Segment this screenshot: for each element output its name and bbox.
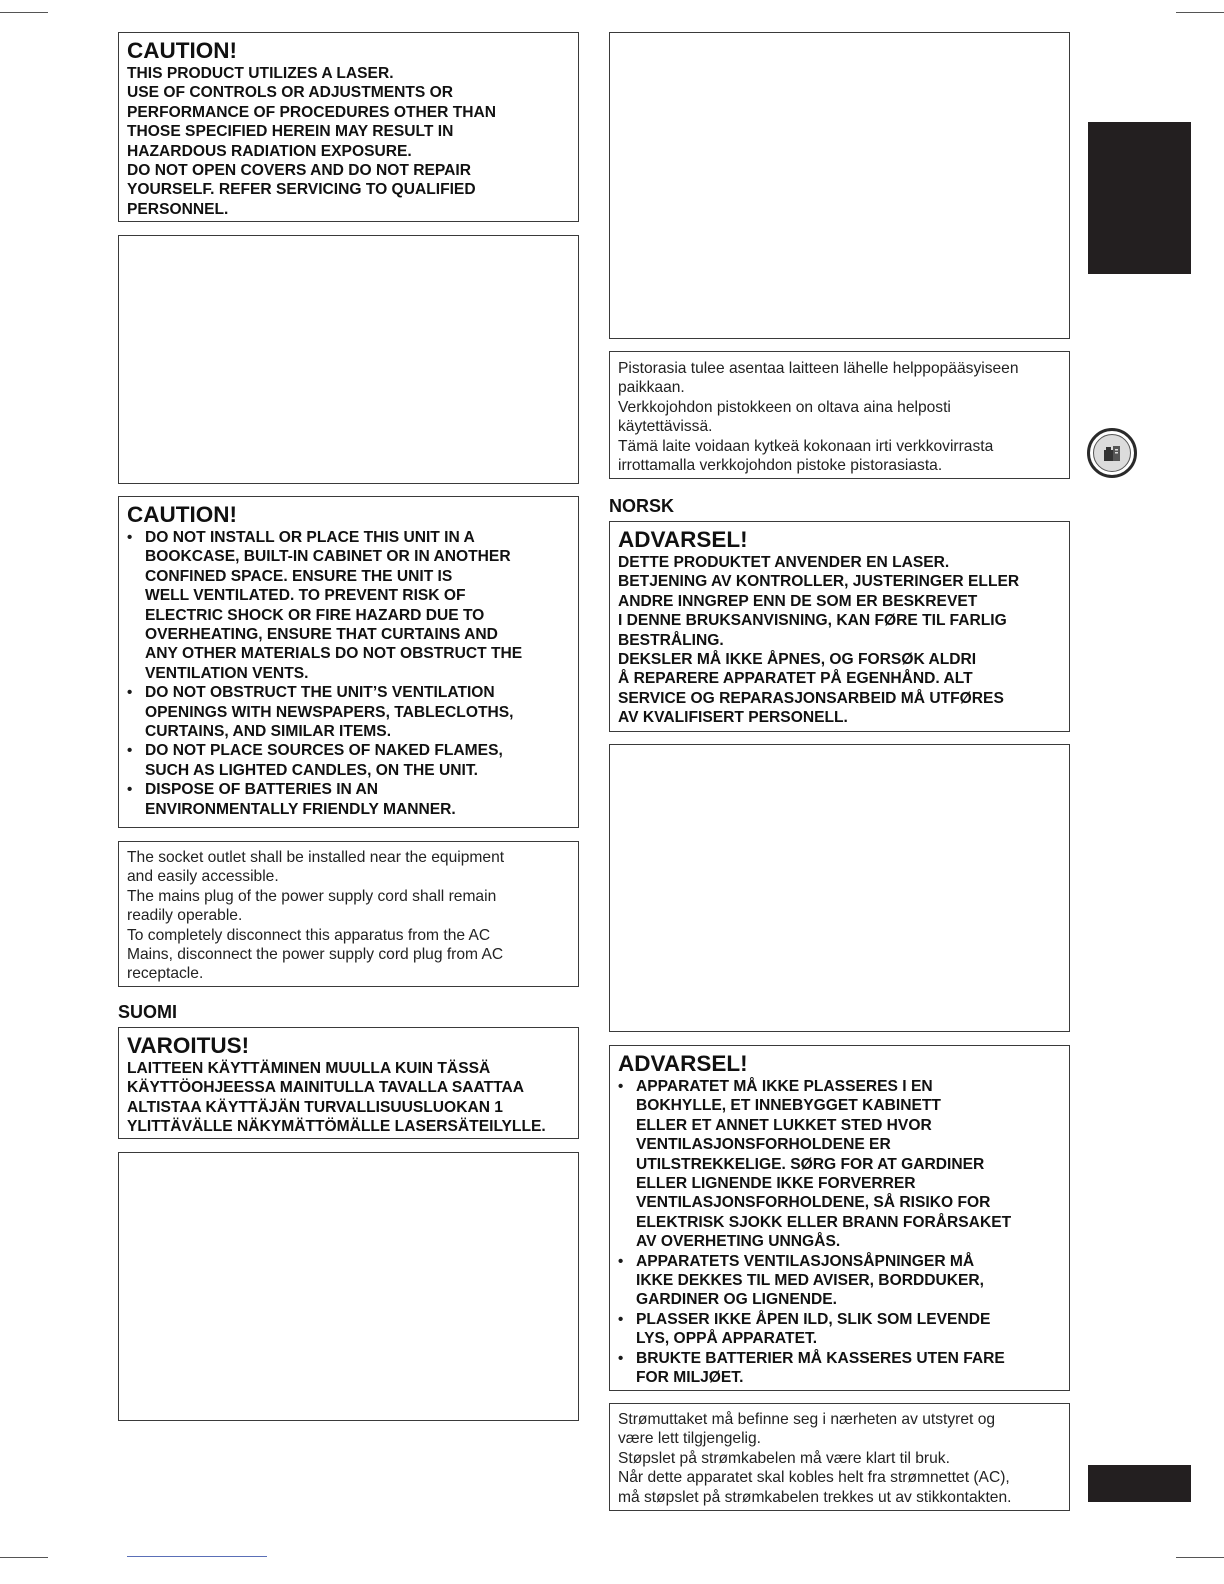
- text-line: • APPARATETS VENTILASJONSÅPNINGER MÅ: [636, 1252, 975, 1270]
- text-line: • DISPOSE OF BATTERIES IN AN: [145, 781, 379, 799]
- crop-mark-top-right: [1176, 12, 1224, 13]
- text-line: Tämä laite voidaan kytkeä kokonaan irti verkkovirrasta: [618, 437, 994, 455]
- text-line: ALTISTAA KÄYTTÄJÄN TURVALLISUUSLUOKAN 1: [127, 1098, 503, 1116]
- appliance-circle-inner: [1093, 434, 1131, 472]
- blank-panel-left-1: [118, 235, 579, 484]
- blank-panel-left-2: [118, 1152, 579, 1421]
- install-caution-list: [127, 528, 570, 819]
- norsk-install-list: [618, 1077, 1061, 1388]
- text-line: To completely disconnect this apparatus from the AC: [127, 926, 491, 944]
- crop-mark-bottom-right: [1176, 1557, 1224, 1558]
- text-line: • DO NOT INSTALL OR PLACE THIS UNIT IN A: [145, 529, 475, 546]
- text-line: The mains plug of the power supply cord shall remain: [127, 887, 497, 905]
- text-line: UTILSTREKKELIGE. SØRG FOR AT GARDINER: [636, 1155, 985, 1173]
- text-line: ELEKTRISK SJOKK ELLER BRANN FORÅRSAKET: [636, 1213, 1012, 1231]
- text-line: VENTILASJONSFORHOLDENE, SÅ RISIKO FOR: [636, 1194, 991, 1212]
- laser-caution-heading: CAUTION!: [127, 38, 237, 63]
- text-line: BESTRÅLING.: [618, 631, 724, 649]
- page-number-tab-block: [1088, 1465, 1191, 1502]
- section-label-norsk: NORSK: [609, 496, 675, 516]
- text-line: SERVICE OG REPARASJONSARBEID MÅ UTFØRES: [618, 689, 1004, 707]
- text-line: VENTILASJONSFORHOLDENE ER: [636, 1136, 891, 1154]
- norsk-socket-note-box: [609, 1403, 1070, 1511]
- text-line: YLITTÄVÄLLE NÄKYMÄTTÖMÄLLE LASERSÄTEILYLLE.: [127, 1118, 546, 1136]
- text-line: Pistorasia tulee asentaa laitteen lähelle helppopääsyiseen: [618, 360, 1019, 377]
- suomi-caution-heading: VAROITUS!: [127, 1033, 250, 1058]
- text-line: BETJENING AV KONTROLLER, JUSTERINGER ELLER: [618, 573, 1020, 591]
- text-line: PERFORMANCE OF PROCEDURES OTHER THAN: [127, 103, 497, 121]
- text-line: AV KVALIFISERT PERSONELL.: [618, 709, 848, 727]
- text-line: LAITTEEN KÄYTTÄMINEN MUULLA KUIN TÄSSÄ: [127, 1060, 491, 1077]
- text-line: • DO NOT PLACE SOURCES OF NAKED FLAMES,: [145, 742, 503, 760]
- text-line: THIS PRODUCT UTILIZES A LASER.: [127, 65, 394, 82]
- text-line: The socket outlet shall be installed near the equipment: [127, 849, 505, 866]
- norsk-socket-note-text: [618, 1410, 1061, 1507]
- text-line: OPENINGS WITH NEWSPAPERS, TABLECLOTHS,: [145, 703, 514, 721]
- text-line: ENVIRONMENTALLY FRIENDLY MANNER.: [145, 800, 456, 818]
- list-item: [127, 683, 570, 741]
- text-line: være lett tilgjengelig.: [618, 1430, 762, 1448]
- socket-note-text: [127, 848, 570, 984]
- text-line: KÄYTTÖOHJEESSA MAINITULLA TAVALLA SAATTAA: [127, 1079, 525, 1097]
- text-line: DETTE PRODUKTET ANVENDER EN LASER.: [618, 554, 950, 571]
- norsk-install-box: [609, 1045, 1070, 1391]
- crop-mark-bottom-left: [0, 1557, 48, 1558]
- language-tab-block: [1088, 122, 1191, 274]
- text-line: må støpslet på strømkabelen trekkes ut av stikkontakten.: [618, 1488, 1012, 1506]
- section-label-suomi: SUOMI: [118, 1002, 178, 1022]
- text-line: paikkaan.: [618, 379, 685, 397]
- text-line: Mains, disconnect the power supply cord plug from AC: [127, 946, 504, 964]
- list-item: [127, 780, 570, 819]
- text-line: Verkkojohdon pistokkeen on oltava aina helposti: [618, 398, 951, 416]
- text-line: and easily accessible.: [127, 868, 279, 886]
- text-line: VENTILATION VENTS.: [145, 664, 309, 682]
- text-line: CURTAINS, AND SIMILAR ITEMS.: [145, 723, 392, 741]
- text-line: PERSONNEL.: [127, 200, 229, 218]
- crop-mark-top-left: [0, 12, 48, 13]
- text-line: Når dette apparatet skal kobles helt fra strømnettet (AC),: [618, 1469, 1010, 1487]
- text-line: • APPARATET MÅ IKKE PLASSERES I EN: [636, 1078, 933, 1095]
- text-line: I DENNE BRUKSANVISNING, KAN FØRE TIL FARLIG: [618, 612, 1007, 630]
- suomi-caution-box: [118, 1027, 579, 1139]
- list-item: [127, 528, 570, 683]
- text-line: käytettävissä.: [618, 418, 713, 436]
- text-line: THOSE SPECIFIED HEREIN MAY RESULT IN: [127, 123, 454, 141]
- text-line: ANDRE INNGREP ENN DE SOM ER BESKREVET: [618, 592, 978, 610]
- text-line: • BRUKTE BATTERIER MÅ KASSERES UTEN FARE: [636, 1349, 1005, 1367]
- text-line: Støpslet på strømkabelen må være klart til bruk.: [618, 1449, 950, 1467]
- text-line: FOR MILJØET.: [636, 1369, 744, 1387]
- text-line: Å REPARERE APPARATET PÅ EGENHÅND. ALT: [618, 670, 973, 688]
- text-line: DO NOT OPEN COVERS AND DO NOT REPAIR: [127, 162, 471, 180]
- text-line: DEKSLER MÅ IKKE ÅPNES, OG FORSØK ALDRI: [618, 651, 977, 669]
- footer-rule: [127, 1556, 267, 1557]
- suomi-socket-note-box: [609, 351, 1070, 479]
- text-line: • DO NOT OBSTRUCT THE UNIT’S VENTILATION: [145, 684, 495, 702]
- text-line: receptacle.: [127, 965, 204, 983]
- text-line: USE OF CONTROLS OR ADJUSTMENTS OR: [127, 84, 454, 102]
- norsk-install-heading: ADVARSEL!: [618, 1051, 748, 1076]
- blank-panel-right-2: [609, 744, 1070, 1032]
- list-item: [618, 1252, 1061, 1310]
- laser-caution-text: [127, 64, 570, 219]
- text-line: ELLER LIGNENDE IKKE FORVERRER: [636, 1175, 916, 1193]
- text-line: SUCH AS LIGHTED CANDLES, ON THE UNIT.: [145, 761, 478, 779]
- text-line: LYS, OPPÅ APPARATET.: [636, 1330, 818, 1348]
- text-line: ANY OTHER MATERIALS DO NOT OBSTRUCT THE: [145, 645, 523, 663]
- text-line: BOKHYLLE, ET INNEBYGGET KABINETT: [636, 1097, 941, 1115]
- text-line: BOOKCASE, BUILT-IN CABINET OR IN ANOTHER: [145, 548, 511, 566]
- norsk-laser-box: [609, 521, 1070, 732]
- norsk-laser-heading: ADVARSEL!: [618, 527, 748, 552]
- text-line: OVERHEATING, ENSURE THAT CURTAINS AND: [145, 626, 498, 644]
- text-line: CONFINED SPACE. ENSURE THE UNIT IS: [145, 567, 453, 585]
- text-line: ELECTRIC SHOCK OR FIRE HAZARD DUE TO: [145, 606, 485, 624]
- blank-panel-right-1: [609, 32, 1070, 339]
- text-line: YOURSELF. REFER SERVICING TO QUALIFIED: [127, 181, 476, 199]
- text-line: HAZARDOUS RADIATION EXPOSURE.: [127, 142, 412, 160]
- laser-caution-box: [118, 32, 579, 222]
- text-line: WELL VENTILATED. TO PREVENT RISK OF: [145, 587, 466, 605]
- text-line: ELLER ET ANNET LUKKET STED HVOR: [636, 1116, 932, 1134]
- install-caution-box: [118, 496, 579, 828]
- text-line: IKKE DEKKES TIL MED AVISER, BORDDUKER,: [636, 1272, 985, 1290]
- appliance-circle-icon: [1087, 428, 1137, 478]
- socket-note-box: [118, 841, 579, 987]
- list-item: [618, 1077, 1061, 1252]
- text-line: readily operable.: [127, 907, 243, 925]
- text-line: AV OVERHETING UNNGÅS.: [636, 1233, 841, 1251]
- suomi-socket-note-text: [618, 359, 1061, 475]
- list-item: [618, 1310, 1061, 1349]
- text-line: Strømuttaket må befinne seg i nærheten av utstyret og: [618, 1411, 996, 1428]
- appliance-glyph-icon: [1100, 441, 1124, 465]
- install-caution-heading: CAUTION!: [127, 502, 237, 527]
- suomi-caution-text: [127, 1059, 570, 1137]
- list-item: [127, 741, 570, 780]
- text-line: GARDINER OG LIGNENDE.: [636, 1291, 837, 1309]
- norsk-laser-text: [618, 553, 1061, 728]
- list-item: [618, 1349, 1061, 1388]
- text-line: irrottamalla verkkojohdon pistoke pistorasiasta.: [618, 457, 943, 475]
- text-line: • PLASSER IKKE ÅPEN ILD, SLIK SOM LEVENDE: [636, 1310, 991, 1328]
